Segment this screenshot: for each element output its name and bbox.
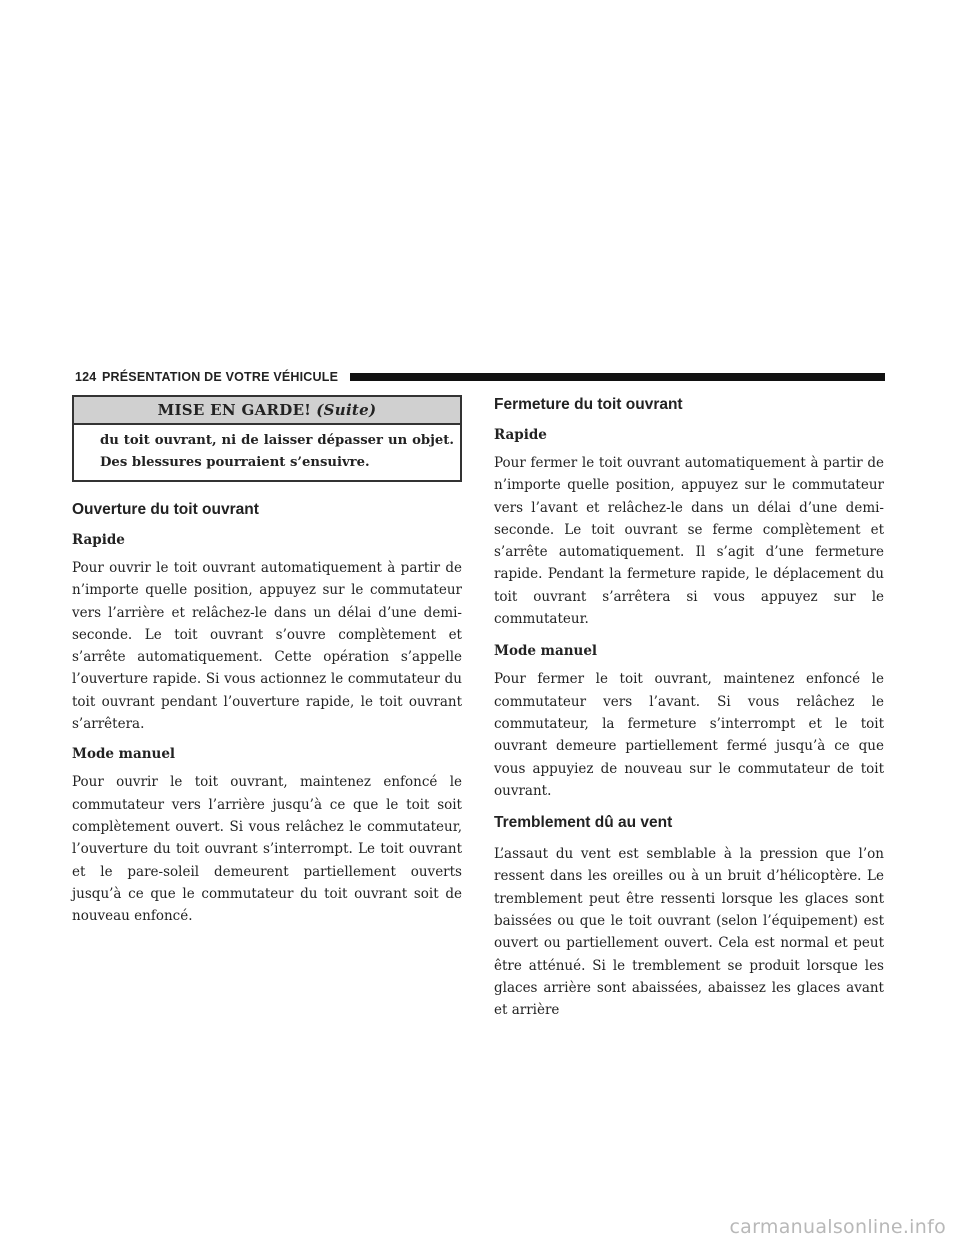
heading-fermeture: Fermeture du toit ouvrant <box>494 396 683 413</box>
subheading-ouverture-rapide: Rapide <box>72 532 125 548</box>
paragraph-tremblement: L’assaut du vent est semblable à la pression que l’on ressent dans les oreilles ou à un bruit d’hélicoptère. Le tremblement peut être ressenti lorsque les glaces sont baissées ou que le toit ouvrant (selon l’équipement) est ouvert ou partiellement ouvert. Cela est normal et peut être atténué. Si le tremblement se produit lorsque les glaces arrière sont abaissées, abaissez les glaces avant et arrière <box>494 846 884 1019</box>
heading-tremblement: Tremblement dû au vent <box>494 814 673 832</box>
subheading-fermeture-rapide: Rapide <box>494 427 547 443</box>
header-rule <box>350 373 885 381</box>
section-title: PRÉSENTATION DE VOTRE VÉHICULE <box>102 370 339 384</box>
warning-title: MISE EN GARDE! <box>157 401 312 419</box>
warning-suite: (Suite) <box>316 401 377 419</box>
warning-header <box>74 397 460 425</box>
watermark: carmanualsonline.info <box>729 1216 946 1238</box>
paragraph-ouverture-manuel: Pour ouvrir le toit ouvrant, maintenez enfoncé le commutateur vers l’arrière jusqu’à ce que le toit soit complètement ouvert. Si vous relâchez le commutateur, l’ouverture du toit ouvrant s’interrompt. Le toit ouvrant et le pare-soleil demeurent partiellement ouverts jusqu’à ce que le commutateur du toit ouvrant soit de nouveau enfoncé. <box>72 774 462 925</box>
subheading-ouverture-manuel: Mode manuel <box>72 746 176 763</box>
page-number: 124 <box>75 370 97 384</box>
right-column <box>494 395 884 1031</box>
warning-text: du toit ouvrant, ni de laisser dépasser un objet. Des blessures pourraient s’ensuivre. <box>100 433 454 470</box>
paragraph-fermeture-rapide: Pour fermer le toit ouvrant automatiquement à partir de n’importe quelle position, appuyez sur le commutateur vers l’avant et relâchez-le dans un délai d’une demi-seconde. Le toit ouvrant se ferme complètement et s’arrête automatiquement. Il s’agit d’une fermeture rapide. Pendant la fermeture rapide, le déplacement du toit ouvrant s’arrêtera si vous appuyez sur le commutateur. <box>494 455 884 628</box>
page-header <box>75 369 885 385</box>
heading-ouverture: Ouverture du toit ouvrant <box>72 501 259 518</box>
subheading-fermeture-manuel: Mode manuel <box>494 643 598 660</box>
paragraph-fermeture-manuel: Pour fermer le toit ouvrant, maintenez enfoncé le commutateur vers l’avant. Si vous relâchez le commutateur, la fermeture s’interrompt et le toit ouvrant demeure partiellement fermé jusqu’à ce que vous appuyiez de nouveau sur le commutateur de toit ouvrant. <box>494 671 884 799</box>
paragraph-ouverture-rapide: Pour ouvrir le toit ouvrant automatiquement à partir de n’importe quelle position, appuyez sur le commutateur vers l’arrière et relâchez-le dans un délai d’une demi-seconde. Le toit ouvrant s’ouvre complètement et s’arrête automatiquement. Cette opération s’appelle l’ouverture rapide. Si vous actionnez le commutateur du toit ouvrant pendant l’ouverture rapide, le toit ouvrant s’arrêtera. <box>72 560 462 733</box>
left-column <box>72 395 462 936</box>
warning-box <box>72 395 462 482</box>
